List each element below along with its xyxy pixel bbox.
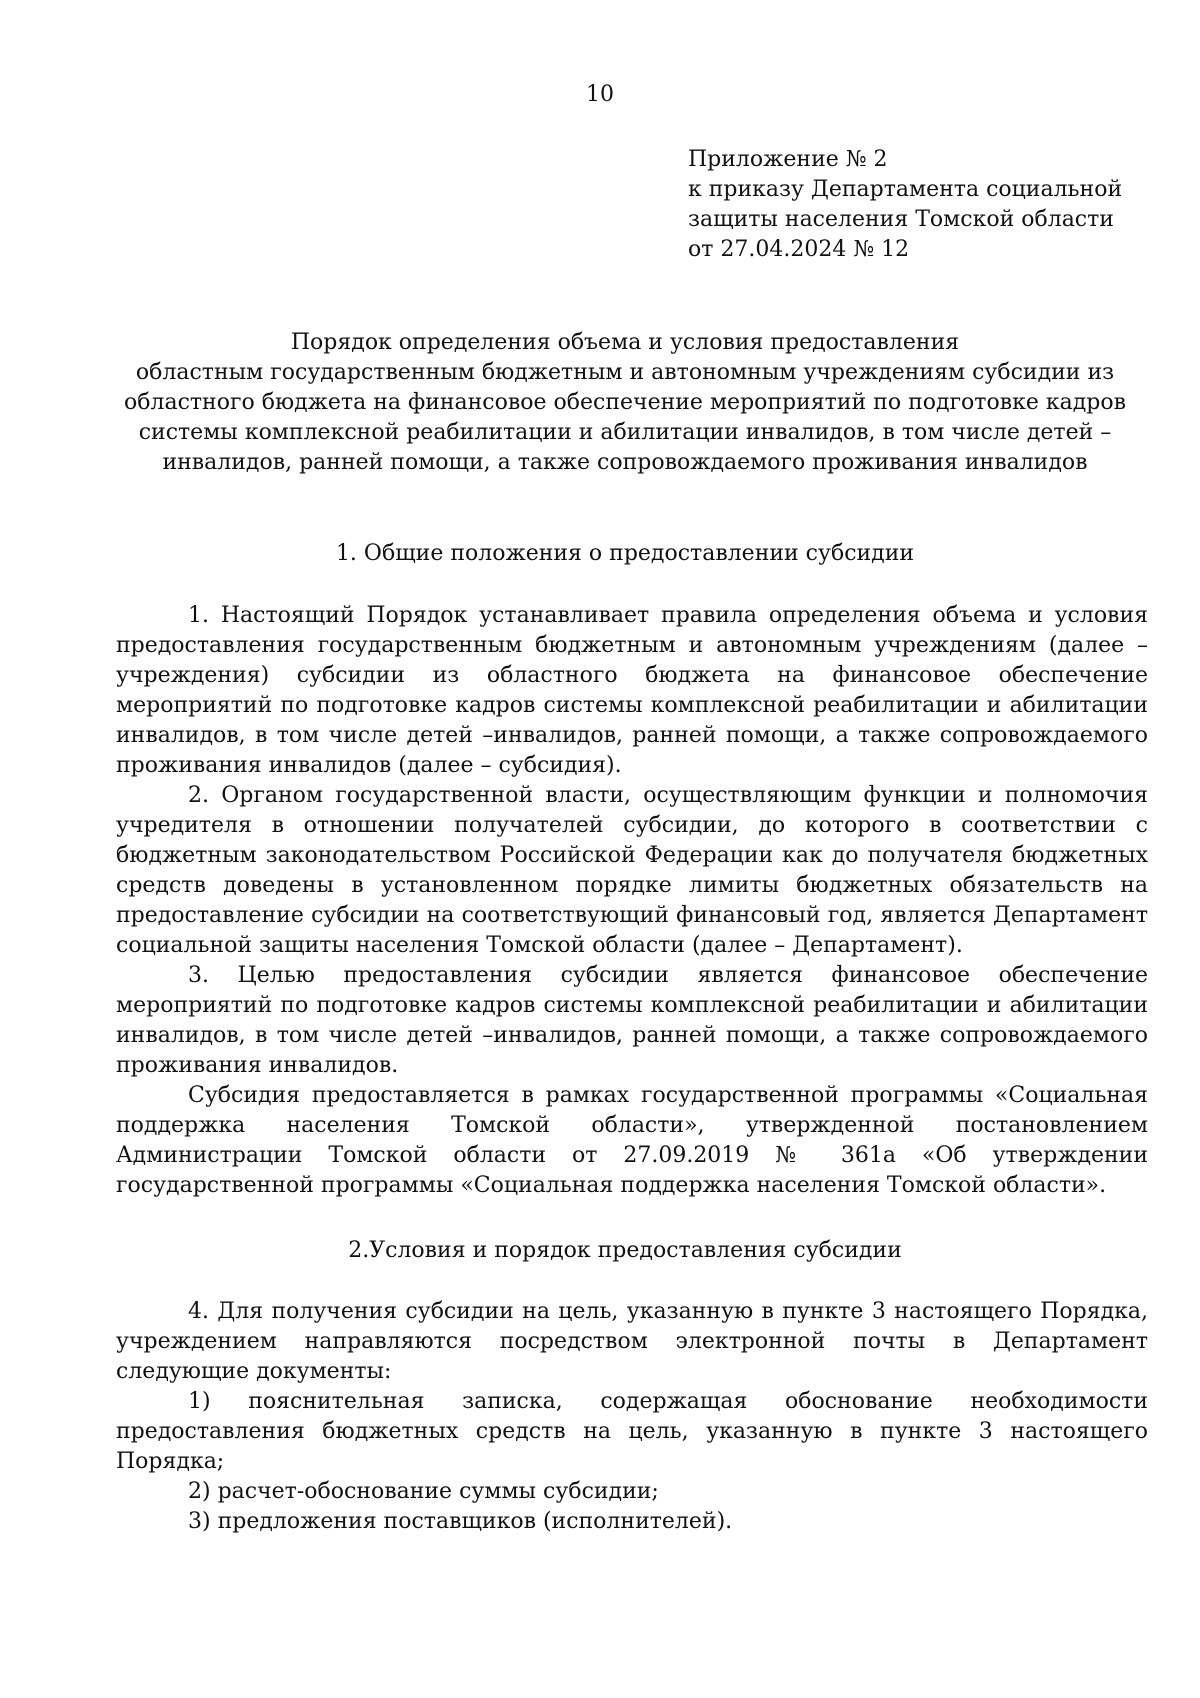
section-body bbox=[116, 601, 1148, 1201]
paragraph: 1. Настоящий Порядок устанавливает правила определения объема и условия предоставления государственным бюджетным и автономным учреждениям (далее – учреждения) субсидии из областного бюджета на финансовое обеспечение мероприятий по подготовке кадров системы комплексной реабилитации и абилитации инвалидов, в том числе детей –инвалидов, ранней помощи, а также сопровождаемого проживания инвалидов (далее – субсидия). bbox=[116, 603, 1148, 778]
title-line: системы комплексной реабилитации и абилитации инвалидов, в том числе детей – bbox=[138, 420, 1112, 445]
appendix-line: защиты населения Томской области bbox=[688, 207, 1114, 232]
appendix-line: от 27.04.2024 № 12 bbox=[688, 237, 910, 262]
title-line: областного бюджета на финансовое обеспечение мероприятий по подготовке кадров bbox=[123, 390, 1126, 415]
paragraph: 4. Для получения субсидии на цель, указанную в пункте 3 настоящего Порядка, учреждением направляются посредством электронной почты в Департамент следующие документы: bbox=[116, 1299, 1148, 1384]
title-line: инвалидов, ранней помощи, а также сопровождаемого проживания инвалидов bbox=[162, 450, 1088, 475]
section-body bbox=[116, 1297, 1148, 1537]
title-line: Порядок определения объема и условия предоставления bbox=[290, 330, 960, 355]
appendix-line: Приложение № 2 bbox=[688, 147, 888, 172]
appendix-block bbox=[688, 145, 1158, 265]
paragraph: 2. Органом государственной власти, осуществляющим функции и полномочия учредителя в отношении получателей субсидии, до которого в соответствии с бюджетным законодательством Российской Федерации как до получателя бюджетных средств доведены в установленном порядке лимиты бюджетных обязательств на предоставление субсидии на соответствующий финансовый год, является Департамент социальной защиты населения Томской области (далее – Департамент). bbox=[116, 783, 1148, 958]
document-title bbox=[110, 328, 1140, 478]
list-item: 3) предложения поставщиков (исполнителей). bbox=[188, 1509, 733, 1534]
paragraph: Субсидия предоставляется в рамках государственной программы «Социальная поддержка населения Томской области», утвержденной постановлением Администрации Томской области от 27.09.2019 № 361а «Об утверждении государственной программы «Социальная поддержка населения Томской области». bbox=[116, 1083, 1148, 1198]
title-line: областным государственным бюджетным и автономным учреждениям субсидии из bbox=[135, 360, 1115, 385]
list-item: 1) пояснительная записка, содержащая обоснование необходимости предоставления бюджетных средств на цель, указанную в пункте 3 настоящего Порядка; bbox=[116, 1389, 1148, 1474]
section-heading: 2.Условия и порядок предоставления субсидии bbox=[348, 1238, 902, 1263]
section-heading: 1. Общие положения о предоставлении субсидии bbox=[335, 541, 915, 566]
appendix-line: к приказу Департамента социальной bbox=[688, 177, 1123, 202]
list-item: 2) расчет-обоснование суммы субсидии; bbox=[188, 1479, 659, 1504]
page-number: 10 bbox=[586, 82, 614, 107]
paragraph: 3. Целью предоставления субсидии является финансовое обеспечение мероприятий по подготовке кадров системы комплексной реабилитации и абилитации инвалидов, в том числе детей –инвалидов, ранней помощи, а также сопровождаемого проживания инвалидов. bbox=[116, 963, 1148, 1078]
